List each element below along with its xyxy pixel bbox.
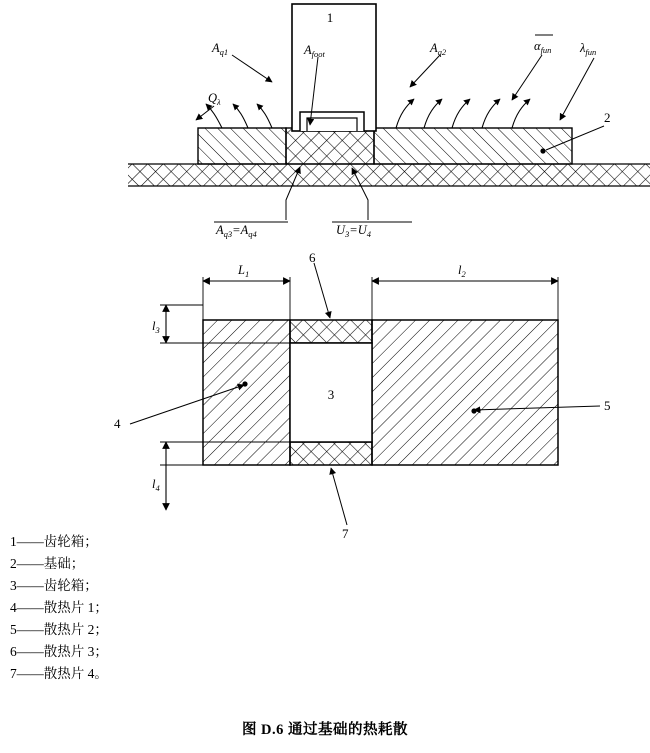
svg-text:αfun: $\alpha_{fun}$ (534, 39, 552, 55)
label-Afoot: $A_{foot}$ (304, 43, 325, 59)
label-Aq3-Aq4: $A_{q3}=A_{q4}$ (216, 223, 257, 239)
elevation-view (128, 4, 650, 239)
label-L1: $L_1$ (238, 263, 250, 279)
point-marker-fin2 (471, 408, 476, 413)
figure-caption: 图 D.6 通过基础的热耗散 (241, 722, 409, 738)
legend-item: 6——散热片 3； (10, 644, 108, 659)
heat-flux-arrows-left (206, 104, 272, 128)
legend-item: 2——基础； (10, 556, 85, 571)
plan-fin1-block (203, 320, 290, 465)
plan-fin3-block (290, 320, 372, 343)
legend-item: 1——齿轮箱； (10, 534, 98, 549)
plan-fin2-block (372, 320, 558, 465)
label-foundation-2: 2 (604, 110, 611, 125)
point-marker-foundation (540, 148, 545, 153)
gearbox-elevation (292, 4, 376, 131)
label-gearbox-plan-3: 3 (327, 387, 335, 402)
label-l2: $l_2$ (458, 263, 466, 279)
heat-flux-arrows-right (396, 99, 530, 128)
label-Aq1: $A_{q1}$ (212, 41, 229, 57)
label-alpha-fun (534, 35, 553, 55)
label-fin3-6: 6 (309, 250, 316, 265)
ground-band (128, 164, 650, 186)
legend-item: 7——散热片 4。 (10, 666, 108, 681)
point-marker-fin1 (242, 381, 247, 386)
label-U3-U4: $U_3=U_4$ (336, 223, 371, 239)
label-fin4-7: 7 (342, 526, 349, 541)
label-gearbox-1: 1 (326, 10, 334, 25)
foundation-left-block (198, 128, 286, 164)
footing-block (286, 128, 374, 164)
legend-item: 4——散热片 1； (10, 600, 108, 615)
dimension-l2 (372, 263, 558, 320)
legend-item: 3——齿轮箱； (10, 578, 98, 593)
label-l3: $l_3$ (152, 319, 160, 335)
label-l4: $l_4$ (152, 477, 160, 493)
label-Aq2: $A_{q2}$ (430, 41, 447, 57)
legend-list (10, 531, 310, 685)
legend-item: 5——散热片 2； (10, 622, 108, 637)
dimension-L1 (203, 263, 290, 320)
label-fin1-4: 4 (114, 416, 121, 431)
label-Q-lambda: $Q_\lambda$ (208, 91, 221, 107)
plan-view (114, 250, 611, 541)
label-lambda-fun: $\lambda_{fun}$ (580, 41, 597, 57)
label-fin2-5: 5 (604, 398, 611, 413)
plan-fin4-block (290, 442, 372, 465)
foundation-right-block (374, 128, 572, 164)
